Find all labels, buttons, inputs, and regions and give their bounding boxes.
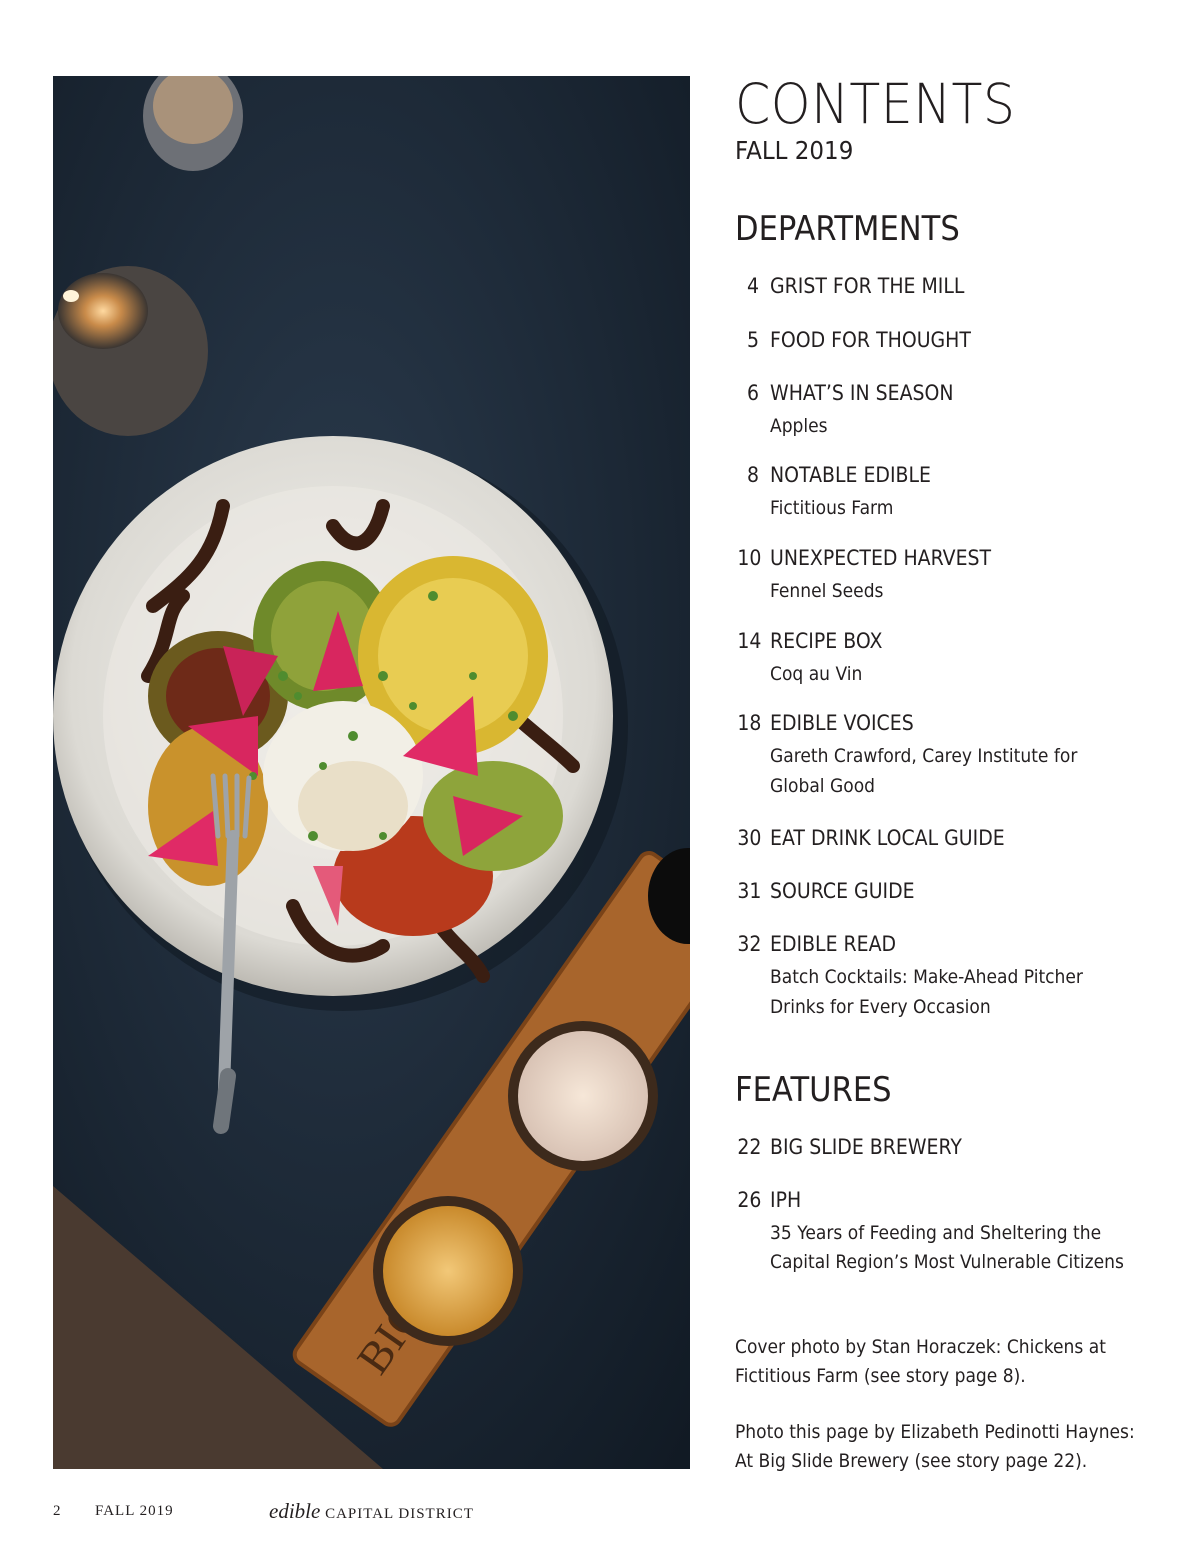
credit-line: Fictitious Farm (see story page 8). [735, 1365, 1026, 1387]
toc-page-number: 8 [746, 463, 759, 487]
toc-title: UNEXPECTED HARVEST [770, 546, 992, 570]
toc-title: EAT DRINK LOCAL GUIDE [770, 826, 1005, 850]
toc-title: WHAT’S IN SEASON [770, 381, 954, 405]
beer-glass-amber [383, 1206, 513, 1336]
toc-subtitle: Capital Region’s Most Vulnerable Citizens [770, 1251, 1124, 1273]
toc-title: RECIPE BOX [770, 629, 883, 653]
toc-page-number: 5 [746, 328, 759, 352]
toc-title: EDIBLE VOICES [770, 711, 914, 735]
toc-page-number: 26 [737, 1188, 762, 1212]
toc-subtitle: 35 Years of Feeding and Sheltering the [770, 1222, 1102, 1244]
page-title: CONTENTS [735, 72, 1016, 136]
page-number: 2 [53, 1503, 62, 1519]
departments-heading: DEPARTMENTS [735, 209, 960, 249]
credit-line: Cover photo by Stan Horaczek: Chickens at [735, 1336, 1106, 1358]
toc-title: EDIBLE READ [770, 932, 897, 956]
board-brand-text: BIG [346, 1288, 435, 1383]
toc-title: IPH [770, 1188, 802, 1212]
toc-subtitle: Batch Cocktails: Make-Ahead Pitcher [770, 966, 1083, 988]
toc-title: BIG SLIDE BREWERY [770, 1135, 962, 1159]
toc-title: FOOD FOR THOUGHT [770, 328, 971, 352]
toc-page-number: 22 [737, 1135, 762, 1159]
cover-photo-credit [735, 1333, 1131, 1391]
issue-label: FALL 2019 [735, 136, 854, 165]
toc-title: NOTABLE EDIBLE [770, 463, 931, 487]
toc-page-number: 32 [737, 932, 762, 956]
toc-page-number: 18 [737, 711, 762, 735]
toc-page-number: 6 [746, 381, 759, 405]
beer-glass-light [518, 1031, 648, 1161]
toc-subtitle: Drinks for Every Occasion [770, 996, 991, 1018]
toc-page-number: 10 [737, 546, 762, 570]
toc-page-number: 4 [746, 274, 759, 298]
toc-subtitle: Fictitious Farm [770, 497, 894, 519]
toc-subtitle: Coq au Vin [770, 663, 863, 685]
toc-subtitle: Fennel Seeds [770, 580, 884, 602]
toc-title: SOURCE GUIDE [770, 879, 915, 903]
cover-photo [53, 76, 690, 1469]
page-photo-credit [735, 1418, 1135, 1476]
toc-page-number: 30 [737, 826, 762, 850]
toc-page-number: 14 [737, 629, 762, 653]
brand-region: CAPITAL DISTRICT [325, 1506, 474, 1522]
credit-line: At Big Slide Brewery (see story page 22). [735, 1450, 1088, 1472]
toc-subtitle: Apples [770, 415, 828, 437]
credit-line: Photo this page by Elizabeth Pedinotti Haynes: [735, 1421, 1135, 1443]
food-photo-illustration [53, 76, 690, 1469]
toc-page-number: 31 [737, 879, 762, 903]
toc-subtitle: Global Good [770, 775, 876, 797]
features-heading: FEATURES [735, 1070, 892, 1110]
toc-title: GRIST FOR THE MILL [770, 274, 965, 298]
footer-issue: FALL 2019 [95, 1503, 174, 1519]
magazine-brand [269, 1499, 474, 1524]
brand-edible: edible [269, 1499, 321, 1523]
toc-subtitle: Gareth Crawford, Carey Institute for [770, 745, 1078, 767]
